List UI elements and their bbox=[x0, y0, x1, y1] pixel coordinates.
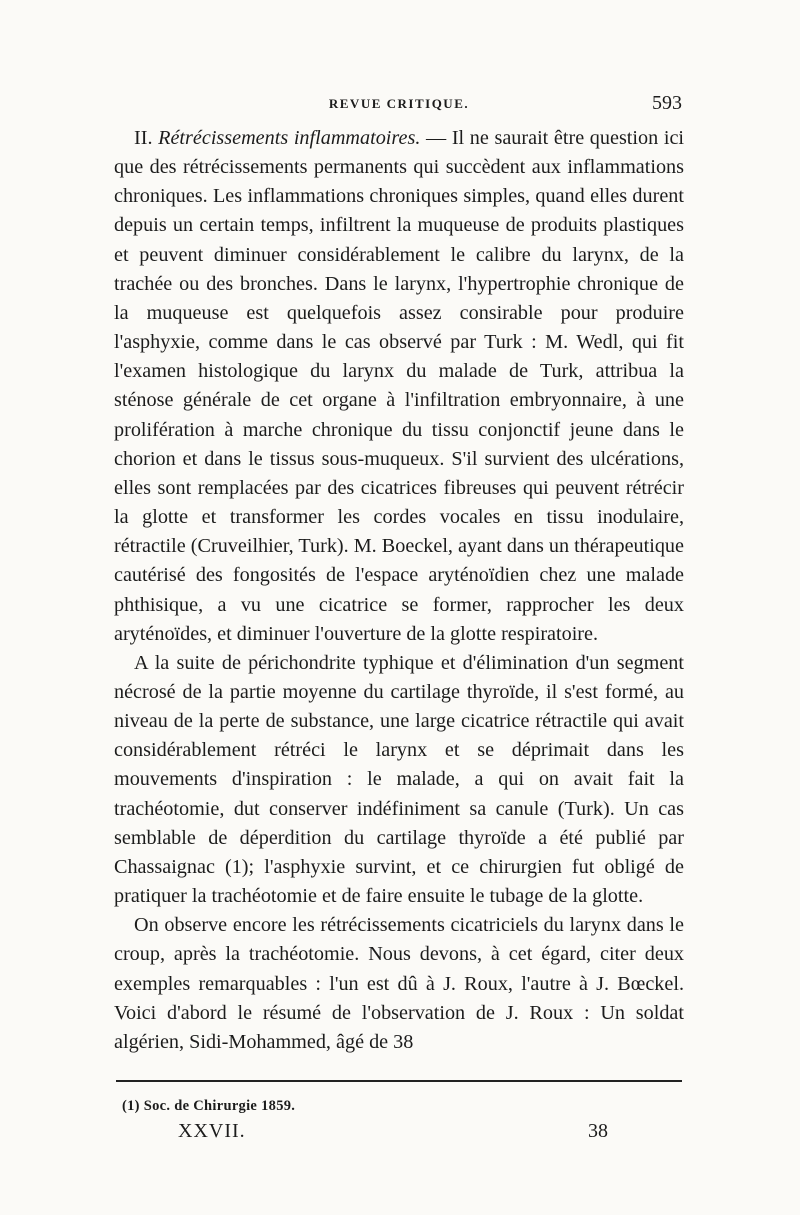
section-number: II. bbox=[134, 127, 153, 149]
page-header bbox=[116, 92, 682, 116]
paragraph-perichondrite: A la suite de périchondrite typhique et d'élimination d'un segment nécrosé de la partie moyenne du cartilage thyroïde, il s'est formé, au niveau de la perte de substance, une large cicatrice rétractile qui avait considérablement rétréci le larynx et se déprimait dans les mouvements d'inspiration : le malade, a qui on avait fait la trachéotomie, dut conserver indéfiniment sa canule (Turk). Un cas semblable de déperdition du cartilage thyroïde a été publié par Chassaignac (1); l'asphyxie survint, et ce chirurgien fut obligé de pratiquer la trachéotomie et de faire ensuite le tubage de la glotte. bbox=[114, 651, 684, 908]
section-lead-text: — Il ne saurait être question ici que des rétrécissements permanents qui succèdent aux inflammations chroniques. Les inflammations chroniques simples, quand elles durent depuis un certain temps, infiltrent la muqueuse de produits plastiques et peuvent diminuer considérablement le calibre du larynx, de la trachée ou des bronches. Dans le larynx, l'hypertrophie chronique de la muqueuse est quelquefois assez consirable pour produire l'asphyxie, comme dans le cas observé par Turk : M. Wedl, qui fit l'examen histologique du larynx du malade de Turk, attribua la sténose générale de cet organe à l'infiltration embryonnaire, à une prolifération à marche chronique du tissu conjonctif jeune dans le chorion et dans le tissus sous-muqueux. S'il survient des ulcérations, elles sont remplacées par des cicatrices fibreuses qui peuvent rétrécir la glotte et transformer les cordes vocales en tissu inodulaire, rétractile (Cruveilhier, Turk). M. Boeckel, ayant dans un thérapeutique cautérisé des fongosités de l'espace aryténoïdien chez une malade phthisique, a vu une cicatrice se former, rapprocher les deux aryténoïdes, et diminuer l'ouverture de la glotte respiratoire. bbox=[114, 127, 685, 645]
page-number: 593 bbox=[652, 92, 682, 114]
signature-mark: XXVII. bbox=[178, 1120, 246, 1142]
section-title: Rétrécissements inflammatoires. bbox=[158, 127, 421, 149]
body-text bbox=[114, 124, 684, 1057]
footnote-rule bbox=[116, 1080, 682, 1082]
footnote: (1) Soc. de Chirurgie 1859. bbox=[122, 1098, 296, 1114]
paragraph-croup: On observe encore les rétrécissements cicatriciels du larynx dans le croup, après la trachéotomie. Nous devons, à cet égard, citer deux exemples remarquables : l'un est dû à J. Roux, l'autre à J. Bœckel. Voici d'abord le résumé de l'observation de J. Roux : Un soldat algérien, Sidi-Mohammed, âgé de 38 bbox=[114, 914, 684, 1053]
sheet-number: 38 bbox=[588, 1120, 608, 1142]
section-paragraph bbox=[114, 124, 684, 649]
running-head: REVUE CRITIQUE. bbox=[328, 96, 470, 111]
